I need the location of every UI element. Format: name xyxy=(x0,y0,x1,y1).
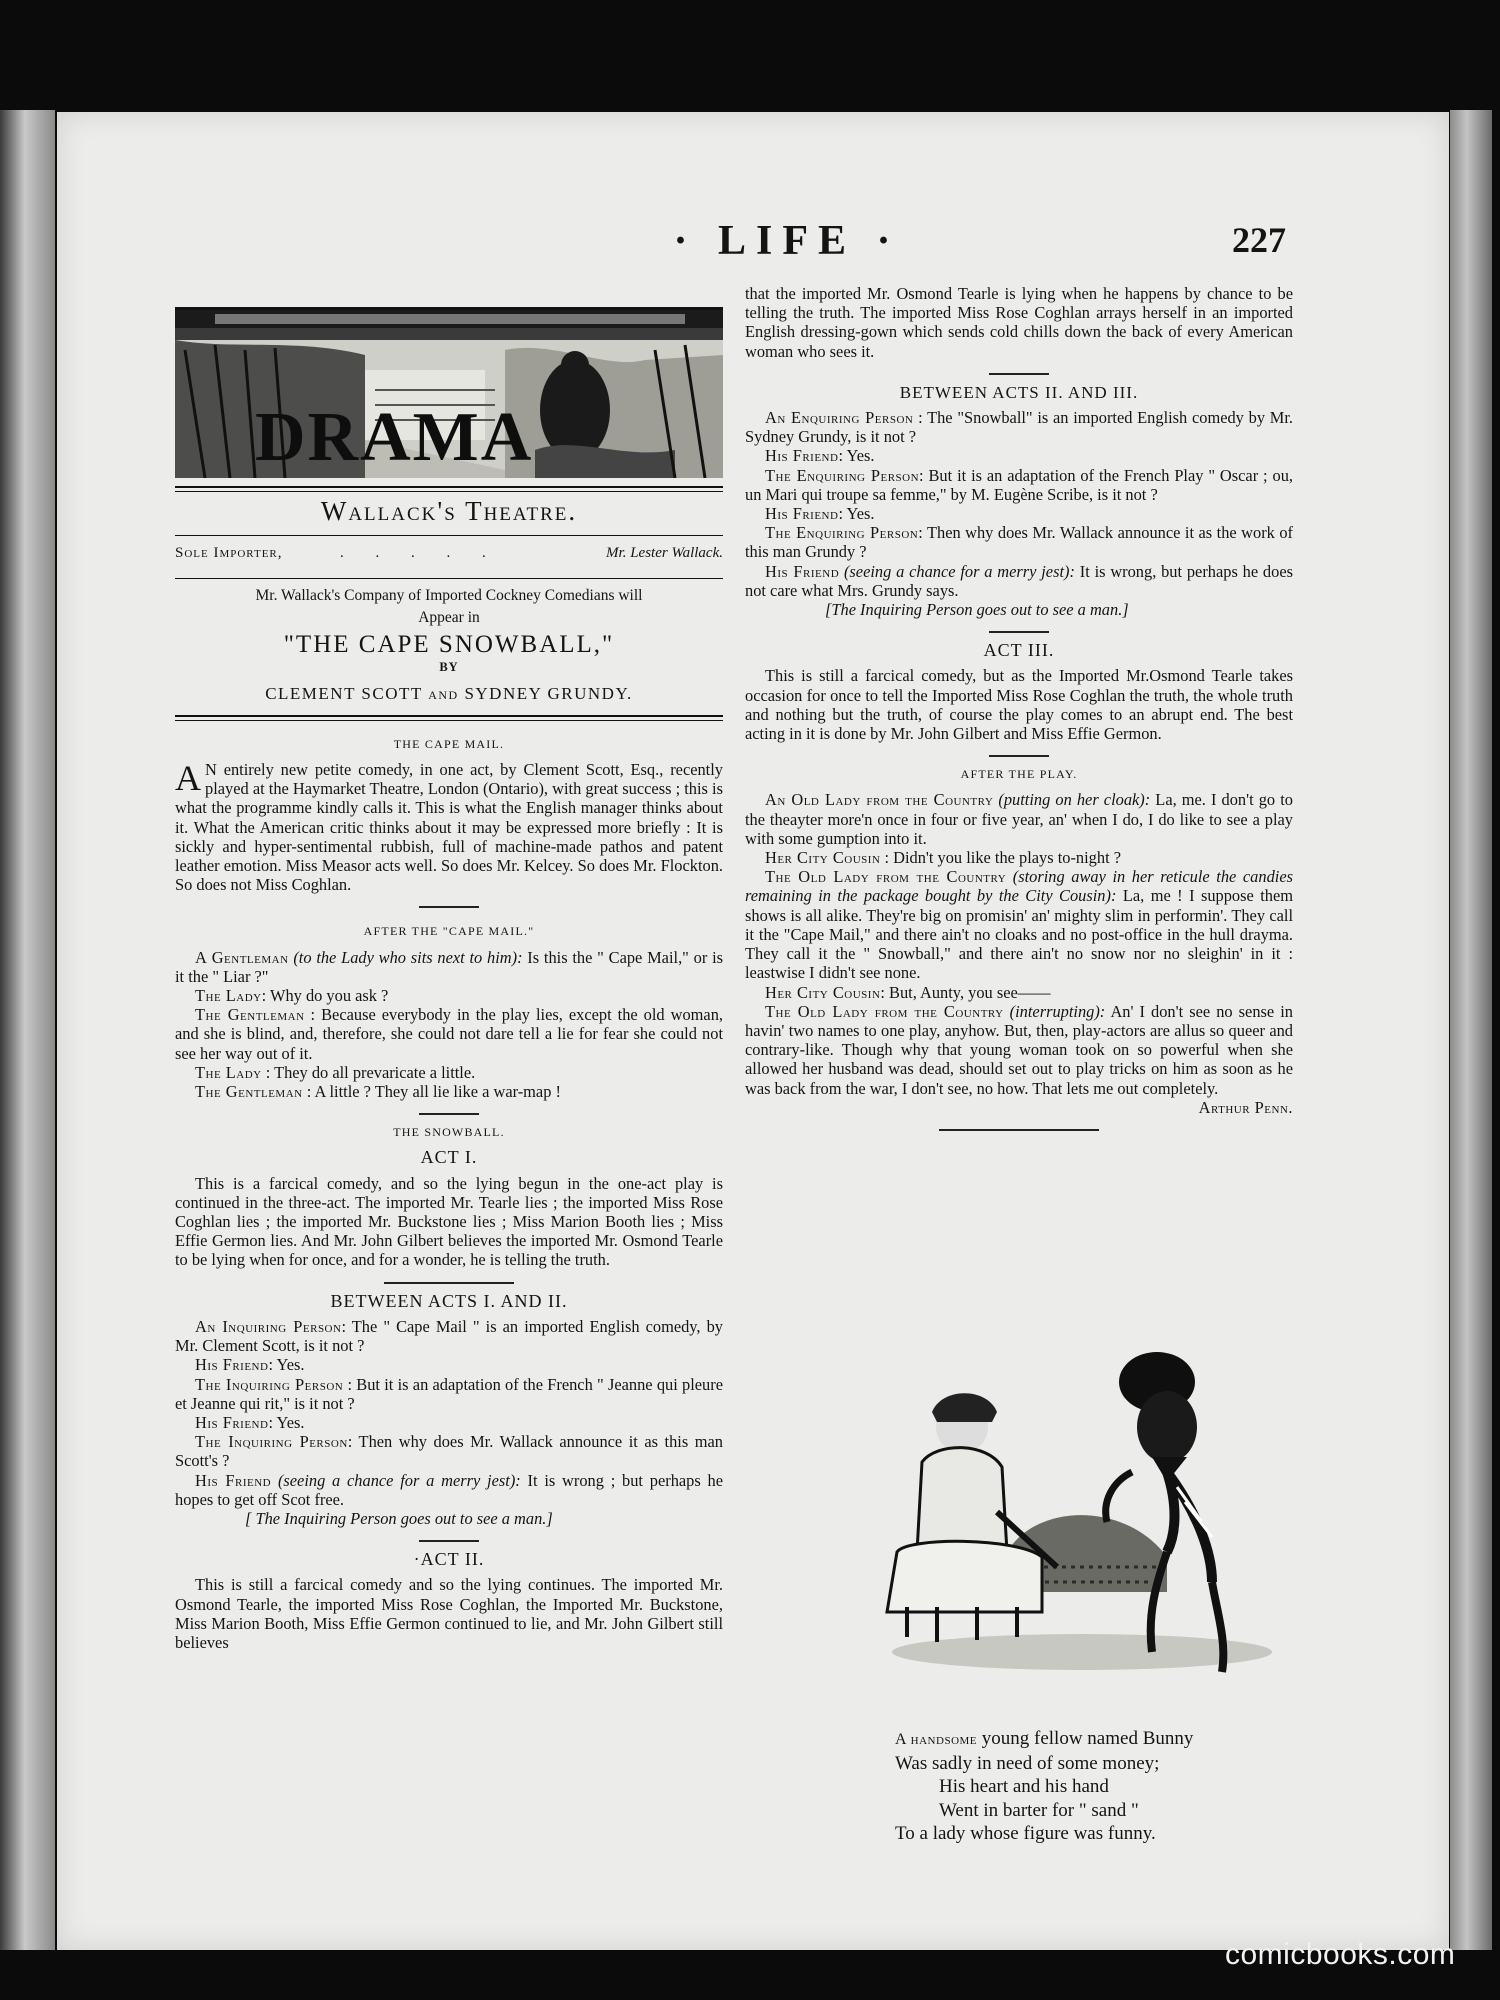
dialogue-text: : They do all prevaricate a little. xyxy=(261,1062,476,1082)
dialogue-text: It is wrong ; but perhaps he hopes to get off Scot free. xyxy=(175,1470,723,1509)
speaker-name: Her City Cousin xyxy=(765,848,881,868)
section-rule xyxy=(384,1282,514,1284)
stage-direction: (seeing a chance for a merry jest): xyxy=(843,561,1075,581)
drop-cap: A xyxy=(175,758,201,799)
speaker-name: The Inquiring Person xyxy=(195,1374,344,1394)
announce-line-2: Appear in xyxy=(418,609,480,627)
right-column xyxy=(745,284,1293,1139)
speaker-name: The Lady xyxy=(195,1062,262,1082)
act-2-body: This is still a farcical comedy and so the lying continues. The imported Mr. Osmond Tearle, the imported Miss Rose Coghlan, the Imported Mr. Buckstone, Miss Marion Booth, Miss Effie Germon continued to lie, and Mr. John Gilbert still believes xyxy=(175,1575,723,1652)
between-acts-2-3-heading: BETWEEN ACTS II. AND III. xyxy=(899,382,1139,402)
speaker-name: The Lady xyxy=(195,986,262,1006)
limerick-line-1-rest: young fellow named Bunny xyxy=(977,1728,1194,1749)
cartoon-illustration xyxy=(867,1352,1287,1682)
section-rule xyxy=(419,1540,479,1542)
section-rule xyxy=(939,1129,1099,1131)
speaker-name: The Old Lady from the Country xyxy=(765,1001,1004,1021)
speaker-name: An Old Lady from the Country xyxy=(765,790,994,810)
authors-line xyxy=(175,684,723,705)
act-1-heading: ACT I. xyxy=(420,1147,478,1168)
dialogue-text: It is wrong, but perhaps he does not care what Mrs. Grundy says. xyxy=(745,561,1293,600)
speaker-name: The Gentleman xyxy=(195,1005,305,1025)
speaker-name: The Inquiring Person xyxy=(195,1432,348,1452)
dialogue-text: : Why do you ask ? xyxy=(261,986,389,1006)
sand-cartoon-icon xyxy=(867,1352,1287,1682)
dialogue-text: Is this the " Cape Mail," or is it the " Liar ?" xyxy=(175,947,723,986)
between-acts-1-2-heading: BETWEEN ACTS I. AND II. xyxy=(330,1290,568,1311)
dialogue-line xyxy=(175,986,723,1005)
importer-name: Mr. Lester Wallack. xyxy=(606,545,723,562)
dialogue-line xyxy=(745,562,1293,600)
dialogue-text: : Because everybody in the play lies, except the old woman, and she is blind, and, therefore, she could not dare tell a lie for fear she could not see her way out of it. xyxy=(175,1005,723,1063)
act-3-heading: ACT III. xyxy=(983,640,1055,661)
speaker-name: The Enquiring Person xyxy=(765,465,920,485)
dialogue-line xyxy=(175,1355,723,1374)
page-number: 227 xyxy=(1232,220,1286,260)
dialogue-line xyxy=(745,466,1293,504)
double-rule xyxy=(175,486,723,492)
dialogue-text: : But it is an adaptation of the French " Jeanne qui pleure et Jeanne qui rit," is it not ? xyxy=(175,1374,723,1413)
dialogue-text: : The "Snowball" is an imported English comedy by Mr. Sydney Grundy, is it not ? xyxy=(745,408,1293,447)
speaker-name: His Friend xyxy=(765,446,839,466)
banner-art-icon xyxy=(175,310,723,478)
dialogue-line xyxy=(175,1471,723,1509)
dialogue-text: : Yes. xyxy=(838,504,875,524)
cape-mail-heading: THE CAPE MAIL. xyxy=(393,736,505,751)
double-rule-2 xyxy=(175,715,723,721)
watermark: comicbooks.com xyxy=(1225,1938,1456,1971)
dialogue-text: La, me. I don't go to the theayter more'n once in four or five year, an' when I do, I do like to see a play with some gumption into it. xyxy=(745,790,1293,848)
dialogue-text: : The " Cape Mail " is an imported English comedy, by Mr. Clement Scott, is it not ? xyxy=(175,1316,723,1356)
author-1: CLEMENT SCOTT xyxy=(265,683,423,703)
author-2: SYDNEY GRUNDY. xyxy=(464,683,633,703)
speaker-name: His Friend xyxy=(765,504,839,524)
dialogue-line xyxy=(745,867,1293,982)
announce-line-1: Mr. Wallack's Company of Imported Cockney Comedians will xyxy=(255,587,643,605)
dialogue-line xyxy=(745,983,1293,1002)
right-page-edge xyxy=(1450,110,1492,1950)
dialogue-line xyxy=(175,1375,723,1413)
dialogue-line xyxy=(745,523,1293,561)
authors-and: AND xyxy=(428,687,459,702)
dialogue-text: : Yes. xyxy=(268,1412,305,1432)
dialogue-line xyxy=(175,1413,723,1432)
after-the-play-dialogue xyxy=(745,790,1293,1097)
dialogue-text: La, me ! I suppose them shows is all alike. They're big on promisin' an' mighty slim in performin'. They call it the "Cape Mail," and there ain't no cloaks and no post-office in the hull drayma. They call it the " Snowball," and there ain't no snow nor no sleighin' in it : leastwise I didn't see none. xyxy=(745,886,1294,983)
limerick-cap: A handsome xyxy=(895,1731,978,1748)
company-announcement xyxy=(175,578,723,629)
stage-direction: (seeing a chance for a merry jest): xyxy=(277,1470,521,1490)
after-the-play-heading: AFTER THE PLAY. xyxy=(960,767,1078,782)
drama-banner-illustration xyxy=(175,307,723,478)
speaker-name: A Gentleman xyxy=(195,947,289,967)
limerick xyxy=(895,1727,1193,1846)
speaker-name: His Friend xyxy=(195,1412,269,1432)
after-cape-mail-dialogue xyxy=(175,948,723,1102)
speaker-name: An Inquiring Person xyxy=(195,1316,342,1336)
dialogue-text: : Didn't you like the plays to-night ? xyxy=(880,848,1121,868)
magazine-page xyxy=(57,112,1449,1950)
between-acts-1-2-dialogue xyxy=(175,1317,723,1509)
dialogue-text: : Then why does Mr. Wallack announce it as the work of this man Grundy ? xyxy=(745,523,1293,562)
cape-mail-paragraph xyxy=(175,760,723,894)
between-acts-1-2-exit: [ The Inquiring Person goes out to see a man.] xyxy=(245,1508,553,1528)
section-rule xyxy=(989,631,1049,633)
dialogue-line xyxy=(175,1063,723,1082)
speaker-name: The Gentleman xyxy=(195,1082,303,1102)
masthead: · LIFE · xyxy=(673,218,901,264)
dialogue-text: : But it is an adaptation of the French Play " Oscar ; ou, un Mari qui troupe sa femme," by M. Eugène Scribe, is it not ? xyxy=(745,465,1293,504)
speaker-name: His Friend xyxy=(765,561,840,581)
dialogue-line xyxy=(175,1082,723,1101)
limerick-line-2: Was sadly in need of some money; xyxy=(895,1752,1160,1774)
section-rule xyxy=(419,1113,479,1115)
limerick-line-1 xyxy=(895,1727,1193,1752)
act-2-heading: ·ACT II. xyxy=(413,1549,485,1570)
by-label: BY xyxy=(439,660,459,675)
banner-heading: DRAMA xyxy=(255,399,534,476)
dialogue-line xyxy=(175,948,723,986)
dialogue-text: : But, Aunty, you see—— xyxy=(880,982,1051,1002)
speaker-name: Her City Cousin xyxy=(765,982,881,1002)
left-page-edge xyxy=(0,110,55,1950)
section-rule xyxy=(989,755,1049,757)
signature: Arthur Penn. xyxy=(1198,1097,1293,1117)
act-2-continued: that the imported Mr. Osmond Tearle is lying when he happens by chance to be telling the truth. The imported Miss Rose Coghlan arrays herself in an imported English dressing-gown which sends cold chills down the back of every American woman who sees it. xyxy=(745,284,1293,361)
dialogue-line xyxy=(175,1317,723,1355)
dialogue-line xyxy=(745,446,1293,465)
dialogue-line xyxy=(745,848,1293,867)
section-rule xyxy=(989,373,1049,375)
importer-label: Sole Importer, xyxy=(175,545,283,562)
after-cape-mail-heading: AFTER THE "CAPE MAIL." xyxy=(363,924,535,939)
snowball-heading: THE SNOWBALL. xyxy=(393,1125,505,1140)
stage-direction: (interrupting): xyxy=(1009,1001,1106,1021)
dialogue-text: : Yes. xyxy=(268,1355,305,1375)
importer-row xyxy=(175,535,723,566)
play-title: "THE CAPE SNOWBALL," xyxy=(283,631,615,659)
page-header xyxy=(57,217,1449,277)
dialogue-text: An' I don't see no sense in havin' two names to one play, anyhow. But, then, play-actors are allus so queer and contrary-like. Though why that young woman took on so powerful when she allowed her husband was dead, should set out to play tricks on him as soon as he was back from the war, I don't see, no how. That lets me out completely. xyxy=(745,1001,1293,1098)
stage-direction: (putting on her cloak): xyxy=(998,790,1151,810)
limerick-line-4: Went in barter for " sand " xyxy=(939,1799,1139,1821)
theatre-title: Wallack's Theatre. xyxy=(320,496,578,526)
act-1-body: This is a farcical comedy, and so the lying begun in the one-act play is continued in the three-act. The imported Mr. Tearle lies ; the imported Miss Rose Coghlan lies ; the imported Mr. Buckstone lies ; Miss Marion Booth lies ; Miss Effie Germon lies. And Mr. John Gilbert believes the imported Mr. Osmond Tearle to be lying when for once, and for a wonder, he is telling the truth. xyxy=(175,1173,723,1270)
stage-direction: (to the Lady who sits next to him): xyxy=(293,947,523,967)
dialogue-line xyxy=(745,1002,1293,1098)
between-acts-2-3-exit: [The Inquiring Person goes out to see a man.] xyxy=(825,600,1129,620)
speaker-name: The Old Lady from the Country xyxy=(765,867,1007,887)
speaker-name: The Enquiring Person xyxy=(765,523,919,543)
limerick-line-3: His heart and his hand xyxy=(939,1776,1109,1797)
dialogue-text: : A little ? They all lie like a war-map ! xyxy=(302,1082,561,1102)
dialogue-text: : Yes. xyxy=(838,446,875,466)
dialogue-line xyxy=(175,1432,723,1470)
cape-mail-body: N entirely new petite comedy, in one act, by Clement Scott, Esq., recently played at the Haymarket Theatre, London (Ontario), with great success ; this is what the programme kindly calls it. This is what the English manager thinks about it. What the American critic thinks about it may be expressed more briefly : It is sickly and hyper-sentimental rubbish, full of machine-made pathos and patent leather emotion. Miss Measor acts well. So does Mr. Kelcey. So does Mr. Flockton. So does not Miss Coghlan. xyxy=(175,760,723,895)
dialogue-line xyxy=(745,408,1293,446)
between-acts-2-3-dialogue xyxy=(745,408,1293,600)
act-3-body: This is still a farcical comedy, but as the Imported Mr.Osmond Tearle takes occasion for once to tell the Imported Miss Rose Coghlan the truth, the whole truth and nothing but the truth, of course the play comes to an abrupt end. The best acting in it is done by Mr. John Gilbert and Miss Effie Germon. xyxy=(745,666,1293,744)
stage-direction: (storing away in her reticule the candies remaining in the package bought by the City Cousin): xyxy=(745,867,1293,906)
section-rule xyxy=(419,906,479,908)
dialogue-line xyxy=(175,1005,723,1063)
left-column xyxy=(175,307,723,1652)
dialogue-text: : Then why does Mr. Wallack announce it as this man Scott's ? xyxy=(175,1432,723,1471)
limerick-line-5: To a lady whose figure was funny. xyxy=(895,1823,1156,1844)
importer-dots: . . . . . xyxy=(340,545,500,562)
speaker-name: His Friend xyxy=(195,1470,272,1490)
dialogue-line xyxy=(745,790,1293,848)
speaker-name: His Friend xyxy=(195,1355,269,1375)
speaker-name: An Enquiring Person xyxy=(765,408,914,428)
dialogue-line xyxy=(745,504,1293,523)
